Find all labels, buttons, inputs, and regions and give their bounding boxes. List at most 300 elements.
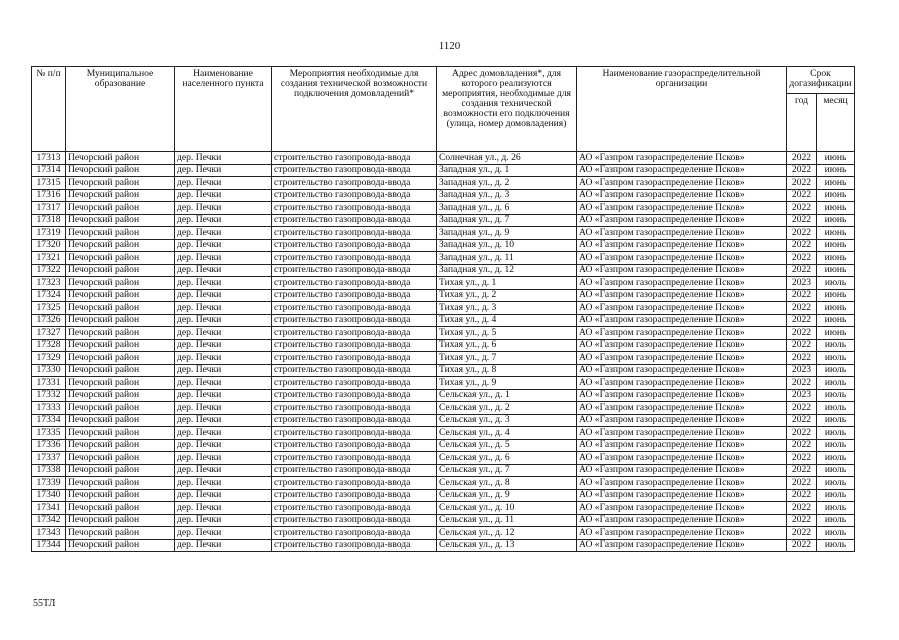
cell-year: 2022 xyxy=(787,202,817,215)
cell-month: июль xyxy=(817,514,855,527)
cell-organization: АО «Газпром газораспределение Псков» xyxy=(577,377,787,390)
cell-address: Сельская ул., д. 13 xyxy=(437,539,577,552)
cell-address: Тихая ул., д. 6 xyxy=(437,339,577,352)
cell-month: июль xyxy=(817,339,855,352)
cell-organization: АО «Газпром газораспределение Псков» xyxy=(577,364,787,377)
cell-month: июнь xyxy=(817,214,855,227)
cell-settlement: дер. Печки xyxy=(175,377,272,390)
cell-organization: АО «Газпром газораспределение Псков» xyxy=(577,239,787,252)
cell-organization: АО «Газпром газораспределение Псков» xyxy=(577,414,787,427)
cell-settlement: дер. Печки xyxy=(175,502,272,515)
cell-address: Сельская ул., д. 9 xyxy=(437,489,577,502)
cell-year: 2022 xyxy=(787,402,817,415)
header-year: год xyxy=(787,94,817,152)
cell-year: 2022 xyxy=(787,314,817,327)
cell-address: Сельская ул., д. 8 xyxy=(437,477,577,490)
table-row xyxy=(32,327,855,340)
cell-address: Сельская ул., д. 6 xyxy=(437,452,577,465)
table-row xyxy=(32,539,855,552)
cell-address: Сельская ул., д. 4 xyxy=(437,427,577,440)
cell-month: июль xyxy=(817,464,855,477)
cell-year: 2022 xyxy=(787,152,817,165)
cell-year: 2022 xyxy=(787,289,817,302)
cell-address: Сельская ул., д. 1 xyxy=(437,389,577,402)
cell-organization: АО «Газпром газораспределение Псков» xyxy=(577,227,787,240)
cell-municipality: Печорский район xyxy=(66,177,175,190)
cell-activity: строительство газопровода-ввода xyxy=(272,152,437,165)
cell-address: Сельская ул., д. 3 xyxy=(437,414,577,427)
cell-month: июль xyxy=(817,277,855,290)
cell-address: Сельская ул., д. 11 xyxy=(437,514,577,527)
cell-municipality: Печорский район xyxy=(66,252,175,265)
cell-organization: АО «Газпром газораспределение Псков» xyxy=(577,439,787,452)
header-organization: Наименование газораспределительной организации xyxy=(577,67,787,152)
cell-month: июнь xyxy=(817,164,855,177)
cell-settlement: дер. Печки xyxy=(175,252,272,265)
cell-activity: строительство газопровода-ввода xyxy=(272,189,437,202)
cell-month: июнь xyxy=(817,252,855,265)
cell-month: июнь xyxy=(817,302,855,315)
cell-num: 17333 xyxy=(32,402,66,415)
cell-organization: АО «Газпром газораспределение Псков» xyxy=(577,389,787,402)
cell-activity: строительство газопровода-ввода xyxy=(272,439,437,452)
cell-year: 2023 xyxy=(787,277,817,290)
cell-address: Сельская ул., д. 5 xyxy=(437,439,577,452)
cell-month: июль xyxy=(817,389,855,402)
cell-settlement: дер. Печки xyxy=(175,477,272,490)
cell-activity: строительство газопровода-ввода xyxy=(272,427,437,440)
cell-num: 17314 xyxy=(32,164,66,177)
cell-year: 2022 xyxy=(787,164,817,177)
cell-month: июнь xyxy=(817,202,855,215)
cell-month: июнь xyxy=(817,314,855,327)
table-row xyxy=(32,302,855,315)
cell-municipality: Печорский район xyxy=(66,264,175,277)
cell-num: 17334 xyxy=(32,414,66,427)
cell-address: Западная ул., д. 2 xyxy=(437,177,577,190)
cell-municipality: Печорский район xyxy=(66,289,175,302)
cell-organization: АО «Газпром газораспределение Псков» xyxy=(577,277,787,290)
table-row xyxy=(32,527,855,540)
table-row xyxy=(32,502,855,515)
cell-organization: АО «Газпром газораспределение Псков» xyxy=(577,539,787,552)
cell-organization: АО «Газпром газораспределение Псков» xyxy=(577,177,787,190)
cell-organization: АО «Газпром газораспределение Псков» xyxy=(577,502,787,515)
cell-municipality: Печорский район xyxy=(66,389,175,402)
page-number: 1120 xyxy=(438,40,461,52)
table-row xyxy=(32,227,855,240)
cell-organization: АО «Газпром газораспределение Псков» xyxy=(577,189,787,202)
cell-num: 17321 xyxy=(32,252,66,265)
cell-settlement: дер. Печки xyxy=(175,214,272,227)
cell-num: 17330 xyxy=(32,364,66,377)
cell-address: Тихая ул., д. 5 xyxy=(437,327,577,340)
table-row xyxy=(32,364,855,377)
table-row xyxy=(32,452,855,465)
cell-organization: АО «Газпром газораспределение Псков» xyxy=(577,452,787,465)
cell-municipality: Печорский район xyxy=(66,502,175,515)
cell-num: 17316 xyxy=(32,189,66,202)
cell-address: Западная ул., д. 9 xyxy=(437,227,577,240)
cell-settlement: дер. Печки xyxy=(175,327,272,340)
cell-municipality: Печорский район xyxy=(66,514,175,527)
cell-year: 2022 xyxy=(787,414,817,427)
cell-activity: строительство газопровода-ввода xyxy=(272,252,437,265)
cell-activity: строительство газопровода-ввода xyxy=(272,302,437,315)
cell-year: 2022 xyxy=(787,439,817,452)
cell-month: июнь xyxy=(817,264,855,277)
cell-year: 2022 xyxy=(787,214,817,227)
cell-address: Тихая ул., д. 2 xyxy=(437,289,577,302)
cell-month: июль xyxy=(817,539,855,552)
cell-month: июль xyxy=(817,402,855,415)
cell-address: Западная ул., д. 12 xyxy=(437,264,577,277)
cell-month: июнь xyxy=(817,327,855,340)
cell-num: 17315 xyxy=(32,177,66,190)
cell-organization: АО «Газпром газораспределение Псков» xyxy=(577,327,787,340)
table-row xyxy=(32,514,855,527)
cell-year: 2022 xyxy=(787,377,817,390)
cell-activity: строительство газопровода-ввода xyxy=(272,352,437,365)
cell-year: 2022 xyxy=(787,302,817,315)
table-row xyxy=(32,414,855,427)
cell-municipality: Печорский район xyxy=(66,452,175,465)
cell-month: июль xyxy=(817,352,855,365)
cell-activity: строительство газопровода-ввода xyxy=(272,527,437,540)
cell-municipality: Печорский район xyxy=(66,427,175,440)
cell-organization: АО «Газпром газораспределение Псков» xyxy=(577,489,787,502)
table-row xyxy=(32,352,855,365)
cell-organization: АО «Газпром газораспределение Псков» xyxy=(577,402,787,415)
cell-activity: строительство газопровода-ввода xyxy=(272,164,437,177)
cell-month: июнь xyxy=(817,152,855,165)
cell-settlement: дер. Печки xyxy=(175,152,272,165)
cell-month: июль xyxy=(817,477,855,490)
cell-activity: строительство газопровода-ввода xyxy=(272,364,437,377)
cell-month: июнь xyxy=(817,189,855,202)
cell-address: Западная ул., д. 1 xyxy=(437,164,577,177)
cell-num: 17323 xyxy=(32,277,66,290)
cell-organization: АО «Газпром газораспределение Псков» xyxy=(577,339,787,352)
cell-year: 2023 xyxy=(787,389,817,402)
cell-organization: АО «Газпром газораспределение Псков» xyxy=(577,289,787,302)
cell-year: 2022 xyxy=(787,177,817,190)
cell-municipality: Печорский район xyxy=(66,489,175,502)
cell-num: 17326 xyxy=(32,314,66,327)
cell-year: 2022 xyxy=(787,539,817,552)
cell-activity: строительство газопровода-ввода xyxy=(272,339,437,352)
cell-activity: строительство газопровода-ввода xyxy=(272,327,437,340)
cell-num: 17325 xyxy=(32,302,66,315)
cell-activity: строительство газопровода-ввода xyxy=(272,489,437,502)
cell-num: 17318 xyxy=(32,214,66,227)
cell-organization: АО «Газпром газораспределение Псков» xyxy=(577,264,787,277)
cell-num: 17331 xyxy=(32,377,66,390)
cell-year: 2022 xyxy=(787,339,817,352)
cell-municipality: Печорский район xyxy=(66,152,175,165)
cell-settlement: дер. Печки xyxy=(175,464,272,477)
cell-settlement: дер. Печки xyxy=(175,402,272,415)
table-row xyxy=(32,439,855,452)
cell-activity: строительство газопровода-ввода xyxy=(272,452,437,465)
table-row xyxy=(32,464,855,477)
cell-address: Солнечная ул., д. 26 xyxy=(437,152,577,165)
table-row xyxy=(32,264,855,277)
cell-organization: АО «Газпром газораспределение Псков» xyxy=(577,164,787,177)
cell-settlement: дер. Печки xyxy=(175,289,272,302)
cell-municipality: Печорский район xyxy=(66,402,175,415)
cell-organization: АО «Газпром газораспределение Псков» xyxy=(577,427,787,440)
cell-municipality: Печорский район xyxy=(66,164,175,177)
cell-activity: строительство газопровода-ввода xyxy=(272,464,437,477)
cell-address: Западная ул., д. 11 xyxy=(437,252,577,265)
header-term: Срок догазификации xyxy=(787,67,855,94)
cell-year: 2023 xyxy=(787,364,817,377)
cell-settlement: дер. Печки xyxy=(175,164,272,177)
cell-activity: строительство газопровода-ввода xyxy=(272,202,437,215)
cell-settlement: дер. Печки xyxy=(175,314,272,327)
cell-num: 17332 xyxy=(32,389,66,402)
cell-address: Тихая ул., д. 7 xyxy=(437,352,577,365)
cell-municipality: Печорский район xyxy=(66,239,175,252)
table-row xyxy=(32,314,855,327)
cell-address: Сельская ул., д. 7 xyxy=(437,464,577,477)
cell-organization: АО «Газпром газораспределение Псков» xyxy=(577,464,787,477)
cell-address: Тихая ул., д. 4 xyxy=(437,314,577,327)
table-row xyxy=(32,339,855,352)
table-row xyxy=(32,489,855,502)
cell-municipality: Печорский район xyxy=(66,202,175,215)
cell-month: июль xyxy=(817,439,855,452)
cell-municipality: Печорский район xyxy=(66,477,175,490)
cell-year: 2022 xyxy=(787,527,817,540)
cell-organization: АО «Газпром газораспределение Псков» xyxy=(577,202,787,215)
cell-num: 17343 xyxy=(32,527,66,540)
cell-year: 2022 xyxy=(787,327,817,340)
table-row xyxy=(32,239,855,252)
cell-num: 17341 xyxy=(32,502,66,515)
cell-month: июль xyxy=(817,414,855,427)
cell-settlement: дер. Печки xyxy=(175,527,272,540)
cell-municipality: Печорский район xyxy=(66,339,175,352)
gasification-table xyxy=(31,66,855,552)
table-row xyxy=(32,389,855,402)
cell-activity: строительство газопровода-ввода xyxy=(272,314,437,327)
cell-year: 2022 xyxy=(787,427,817,440)
table-body xyxy=(32,152,855,552)
cell-activity: строительство газопровода-ввода xyxy=(272,264,437,277)
cell-settlement: дер. Печки xyxy=(175,302,272,315)
cell-municipality: Печорский район xyxy=(66,364,175,377)
footer-mark: 55ТЛ xyxy=(33,598,56,609)
cell-num: 17313 xyxy=(32,152,66,165)
cell-settlement: дер. Печки xyxy=(175,339,272,352)
cell-municipality: Печорский район xyxy=(66,314,175,327)
cell-municipality: Печорский район xyxy=(66,439,175,452)
cell-activity: строительство газопровода-ввода xyxy=(272,477,437,490)
cell-year: 2022 xyxy=(787,264,817,277)
cell-municipality: Печорский район xyxy=(66,527,175,540)
cell-month: июль xyxy=(817,502,855,515)
cell-year: 2022 xyxy=(787,489,817,502)
cell-month: июль xyxy=(817,489,855,502)
table-row xyxy=(32,202,855,215)
cell-num: 17335 xyxy=(32,427,66,440)
cell-num: 17339 xyxy=(32,477,66,490)
cell-settlement: дер. Печки xyxy=(175,389,272,402)
table-header xyxy=(32,67,855,152)
cell-organization: АО «Газпром газораспределение Псков» xyxy=(577,477,787,490)
cell-municipality: Печорский район xyxy=(66,464,175,477)
table-row xyxy=(32,402,855,415)
cell-organization: АО «Газпром газораспределение Псков» xyxy=(577,214,787,227)
cell-address: Сельская ул., д. 12 xyxy=(437,527,577,540)
cell-settlement: дер. Печки xyxy=(175,277,272,290)
cell-num: 17319 xyxy=(32,227,66,240)
cell-municipality: Печорский район xyxy=(66,327,175,340)
cell-address: Тихая ул., д. 3 xyxy=(437,302,577,315)
cell-organization: АО «Газпром газораспределение Псков» xyxy=(577,314,787,327)
cell-settlement: дер. Печки xyxy=(175,514,272,527)
cell-year: 2022 xyxy=(787,477,817,490)
cell-organization: АО «Газпром газораспределение Псков» xyxy=(577,152,787,165)
cell-municipality: Печорский район xyxy=(66,377,175,390)
cell-settlement: дер. Печки xyxy=(175,489,272,502)
cell-num: 17336 xyxy=(32,439,66,452)
cell-organization: АО «Газпром газораспределение Псков» xyxy=(577,527,787,540)
cell-municipality: Печорский район xyxy=(66,302,175,315)
cell-address: Сельская ул., д. 10 xyxy=(437,502,577,515)
cell-year: 2022 xyxy=(787,227,817,240)
cell-activity: строительство газопровода-ввода xyxy=(272,414,437,427)
cell-month: июль xyxy=(817,527,855,540)
cell-address: Западная ул., д. 7 xyxy=(437,214,577,227)
table-row xyxy=(32,164,855,177)
table-row xyxy=(32,214,855,227)
cell-activity: строительство газопровода-ввода xyxy=(272,177,437,190)
cell-municipality: Печорский район xyxy=(66,352,175,365)
header-settlement: Наименование населенного пункта xyxy=(175,67,272,152)
cell-municipality: Печорский район xyxy=(66,214,175,227)
table-row xyxy=(32,177,855,190)
cell-year: 2022 xyxy=(787,514,817,527)
header-num: № п/п xyxy=(32,67,66,152)
header-municipality: Муниципальное образование xyxy=(66,67,175,152)
cell-settlement: дер. Печки xyxy=(175,452,272,465)
cell-num: 17342 xyxy=(32,514,66,527)
header-address: Адрес домовладения*, для которого реализуются мероприятия, необходимые для создания технической возможности его подключения (улица, номер домовладения) xyxy=(437,67,577,152)
cell-year: 2022 xyxy=(787,464,817,477)
cell-address: Западная ул., д. 6 xyxy=(437,202,577,215)
cell-num: 17327 xyxy=(32,327,66,340)
cell-activity: строительство газопровода-ввода xyxy=(272,539,437,552)
cell-settlement: дер. Печки xyxy=(175,539,272,552)
cell-num: 17337 xyxy=(32,452,66,465)
cell-activity: строительство газопровода-ввода xyxy=(272,277,437,290)
cell-year: 2022 xyxy=(787,502,817,515)
cell-activity: строительство газопровода-ввода xyxy=(272,514,437,527)
table-row xyxy=(32,477,855,490)
cell-num: 17324 xyxy=(32,289,66,302)
cell-year: 2022 xyxy=(787,352,817,365)
cell-organization: АО «Газпром газораспределение Псков» xyxy=(577,252,787,265)
cell-municipality: Печорский район xyxy=(66,414,175,427)
cell-year: 2022 xyxy=(787,189,817,202)
cell-num: 17328 xyxy=(32,339,66,352)
cell-address: Сельская ул., д. 2 xyxy=(437,402,577,415)
cell-month: июль xyxy=(817,377,855,390)
cell-settlement: дер. Печки xyxy=(175,189,272,202)
cell-settlement: дер. Печки xyxy=(175,427,272,440)
table-row xyxy=(32,152,855,165)
cell-activity: строительство газопровода-ввода xyxy=(272,402,437,415)
cell-month: июль xyxy=(817,427,855,440)
cell-num: 17317 xyxy=(32,202,66,215)
cell-year: 2022 xyxy=(787,452,817,465)
table-row xyxy=(32,277,855,290)
cell-num: 17320 xyxy=(32,239,66,252)
table-row xyxy=(32,427,855,440)
cell-month: июль xyxy=(817,364,855,377)
cell-num: 17344 xyxy=(32,539,66,552)
cell-settlement: дер. Печки xyxy=(175,227,272,240)
cell-month: июнь xyxy=(817,239,855,252)
cell-num: 17338 xyxy=(32,464,66,477)
cell-settlement: дер. Печки xyxy=(175,177,272,190)
cell-activity: строительство газопровода-ввода xyxy=(272,289,437,302)
cell-address: Тихая ул., д. 1 xyxy=(437,277,577,290)
cell-address: Тихая ул., д. 9 xyxy=(437,377,577,390)
cell-municipality: Печорский район xyxy=(66,539,175,552)
header-month: месяц xyxy=(817,94,855,152)
cell-month: июнь xyxy=(817,227,855,240)
cell-year: 2022 xyxy=(787,239,817,252)
cell-month: июнь xyxy=(817,177,855,190)
cell-settlement: дер. Печки xyxy=(175,264,272,277)
cell-activity: строительство газопровода-ввода xyxy=(272,389,437,402)
cell-organization: АО «Газпром газораспределение Псков» xyxy=(577,514,787,527)
cell-address: Тихая ул., д. 8 xyxy=(437,364,577,377)
table-row xyxy=(32,289,855,302)
cell-num: 17329 xyxy=(32,352,66,365)
header-activity: Мероприятия необходимые для создания технической возможности подключения домовладений* xyxy=(272,67,437,152)
cell-address: Западная ул., д. 3 xyxy=(437,189,577,202)
cell-settlement: дер. Печки xyxy=(175,439,272,452)
cell-activity: строительство газопровода-ввода xyxy=(272,239,437,252)
cell-month: июль xyxy=(817,452,855,465)
table-row xyxy=(32,252,855,265)
cell-settlement: дер. Печки xyxy=(175,364,272,377)
table-row xyxy=(32,189,855,202)
cell-month: июнь xyxy=(817,289,855,302)
cell-activity: строительство газопровода-ввода xyxy=(272,214,437,227)
cell-municipality: Печорский район xyxy=(66,227,175,240)
cell-activity: строительство газопровода-ввода xyxy=(272,377,437,390)
cell-organization: АО «Газпром газораспределение Псков» xyxy=(577,352,787,365)
cell-settlement: дер. Печки xyxy=(175,239,272,252)
cell-settlement: дер. Печки xyxy=(175,202,272,215)
cell-address: Западная ул., д. 10 xyxy=(437,239,577,252)
cell-municipality: Печорский район xyxy=(66,277,175,290)
table-row xyxy=(32,377,855,390)
cell-activity: строительство газопровода-ввода xyxy=(272,227,437,240)
cell-num: 17322 xyxy=(32,264,66,277)
cell-organization: АО «Газпром газораспределение Псков» xyxy=(577,302,787,315)
cell-settlement: дер. Печки xyxy=(175,352,272,365)
cell-year: 2022 xyxy=(787,252,817,265)
cell-num: 17340 xyxy=(32,489,66,502)
cell-activity: строительство газопровода-ввода xyxy=(272,502,437,515)
